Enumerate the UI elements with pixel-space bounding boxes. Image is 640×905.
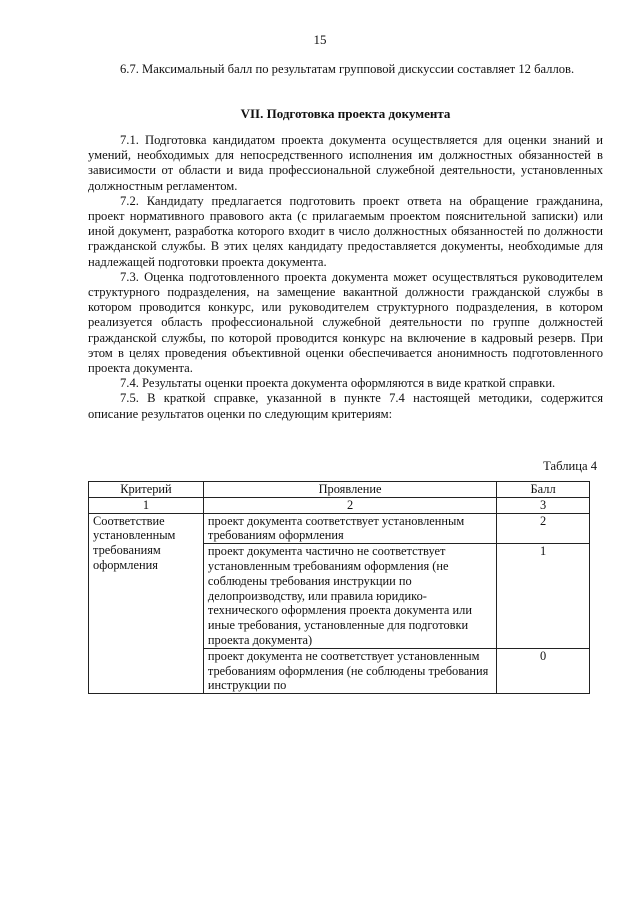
paragraph-7-4: 7.4. Результаты оценки проекта документа оформляются в виде краткой справки. [120, 376, 556, 391]
item-6-7: 6.7. Максимальный балл по результатам групповой дискуссии составляет 12 баллов. [120, 62, 575, 76]
criteria-table [88, 481, 590, 694]
column-number: 1 [89, 497, 204, 513]
score-cell: 0 [497, 648, 590, 693]
paragraph-7-5: 7.5. В краткой справке, указанной в пункте 7.4 настоящей методики, содержится описание результатов оценки по следующим критериям: [88, 391, 603, 421]
header-criterion: Критерий [89, 482, 204, 498]
column-number: 3 [497, 497, 590, 513]
table-header-row [89, 482, 590, 498]
paragraph-7-2: 7.2. Кандидату предлагается подготовить проект ответа на обращение гражданина, проект нормативного правового акта (с прилагаемым проектом пояснительной записки) или иной документ, разработка которого входит в число должностных обязанностей по должности гражданской службы. В этих целях кандидату предоставляется документы, необходимые для надлежащей подготовки проекта документа. [88, 193, 603, 269]
score-cell: 2 [497, 513, 590, 544]
criterion-cell: Соответствие установленным требованиям оформления [89, 513, 204, 694]
header-score: Балл [497, 482, 590, 498]
manifestation-cell: проект документа соответствует установленным требованиям оформления [203, 513, 496, 544]
page-number: 15 [313, 32, 327, 47]
manifestation-cell: проект документа не соответствует установленным требованиям оформления (не соблюдены требования инструкции по [203, 648, 496, 693]
section-heading: VII. Подготовка проекта документа [240, 106, 451, 121]
score-cell: 1 [497, 544, 590, 649]
paragraph-7-3: 7.3. Оценка подготовленного проекта документа может осуществляться руководителем структурного подразделения, на замещение вакантной должности гражданской службы в котором проводится конкурс, или руководителем структурного подразделения, в котором реализуется область профессиональной служебной деятельности по группе должностей гражданской службы, по которой проводится конкурс на включение в кадровый резерв. При этом в целях проведения объективной оценки обеспечивается анонимность подготовленного проекта документа. [88, 269, 603, 376]
table-row [89, 513, 590, 544]
manifestation-cell: проект документа частично не соответствует установленным требованиям оформления (не соблюдены требования инструкции по делопроизводству, или правила юридико-технического оформления проекта документа или иные требования, установленные для подготовки проекта документа) [203, 544, 496, 649]
table-caption: Таблица 4 [543, 459, 597, 473]
table-number-row [89, 497, 590, 513]
column-number: 2 [203, 497, 496, 513]
body-paragraphs [88, 133, 603, 422]
paragraph-7-1: 7.1. Подготовка кандидатом проекта документа осуществляется для оценки знаний и умений, необходимых для непосредственного исполнения им должностных обязанностей в зависимости от области и вида профессиональной служебной деятельности, установленных должностным регламентом. [88, 133, 603, 193]
header-manifestation: Проявление [203, 482, 496, 498]
